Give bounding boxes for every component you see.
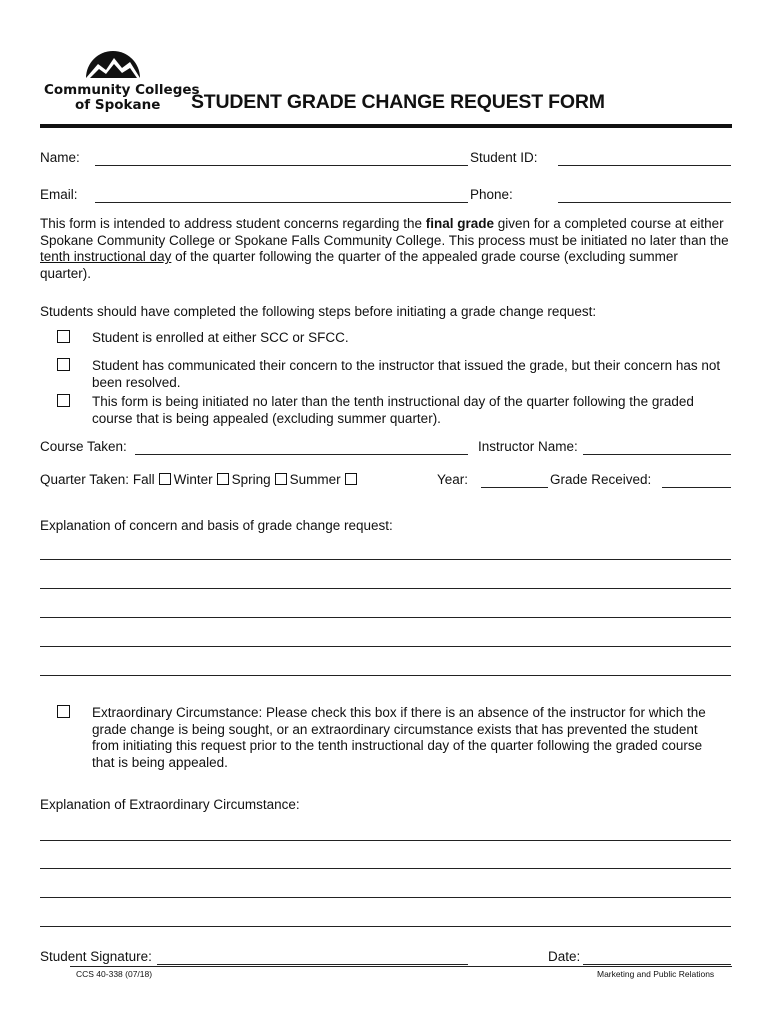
name-label: Name: bbox=[40, 150, 80, 165]
student-signature-field[interactable] bbox=[157, 964, 468, 965]
explanation-line-1[interactable] bbox=[40, 559, 731, 560]
instructor-name-label: Instructor Name: bbox=[478, 439, 578, 454]
footer-rule bbox=[70, 966, 732, 967]
step-3-text: This form is being initiated no later than the tenth instructional day of the quarter following the graded course that is being appealed (excluding summer quarter). bbox=[92, 394, 694, 426]
logo-text-line1: Community Colleges bbox=[44, 82, 200, 98]
year-label: Year: bbox=[437, 472, 469, 487]
quarter-winter-checkbox[interactable] bbox=[217, 473, 229, 485]
steps-heading: Students should have completed the following steps before initiating a grade change request: bbox=[40, 304, 597, 319]
phone-label: Phone: bbox=[470, 187, 513, 202]
step-2-checkbox[interactable] bbox=[57, 358, 70, 371]
course-taken-label: Course Taken: bbox=[40, 439, 127, 454]
extraordinary-line-2[interactable] bbox=[40, 868, 731, 869]
step-2-text: Student has communicated their concern to the instructor that issued the grade, but their concern has not been resolved. bbox=[92, 358, 721, 390]
quarter-winter-label: Winter bbox=[173, 472, 213, 487]
intro-paragraph bbox=[40, 216, 732, 282]
grade-received-field[interactable] bbox=[662, 487, 731, 488]
email-field[interactable] bbox=[95, 202, 468, 203]
intro-text-2: given for a completed course at either Spokane Community College or Spokane Falls Community College. This process must be initiated no later than the bbox=[40, 216, 729, 248]
logo-text-line2: of Spokane bbox=[75, 97, 161, 113]
extraordinary-line-4[interactable] bbox=[40, 926, 731, 927]
quarter-fall-checkbox[interactable] bbox=[159, 473, 171, 485]
extraordinary-explanation-label: Explanation of Extraordinary Circumstance: bbox=[40, 797, 300, 812]
intro-bold-text: final grade bbox=[425, 216, 494, 231]
student-id-label: Student ID: bbox=[470, 150, 538, 165]
date-label: Date: bbox=[548, 949, 581, 964]
quarter-spring-label: Spring bbox=[231, 472, 271, 487]
intro-underlined-text: tenth instructional day bbox=[40, 249, 172, 264]
email-label: Email: bbox=[40, 187, 78, 202]
header-divider bbox=[40, 124, 732, 128]
extraordinary-checkbox[interactable] bbox=[57, 705, 70, 718]
step-1-text: Student is enrolled at either SCC or SFCC. bbox=[92, 330, 349, 345]
page-title: STUDENT GRADE CHANGE REQUEST FORM bbox=[191, 91, 605, 113]
extraordinary-line-1[interactable] bbox=[40, 840, 731, 841]
date-field[interactable] bbox=[583, 964, 731, 965]
quarter-summer-checkbox[interactable] bbox=[345, 473, 357, 485]
explanation-line-4[interactable] bbox=[40, 646, 731, 647]
form-code: CCS 40-338 (07/18) bbox=[76, 969, 153, 979]
extraordinary-line-3[interactable] bbox=[40, 897, 731, 898]
name-field[interactable] bbox=[95, 165, 468, 166]
quarter-taken-row bbox=[40, 472, 360, 487]
student-signature-label: Student Signature: bbox=[40, 949, 152, 964]
course-taken-field[interactable] bbox=[135, 454, 468, 455]
step-1-checkbox[interactable] bbox=[57, 330, 70, 343]
footer-department: Marketing and Public Relations bbox=[597, 969, 715, 979]
explanation-label: Explanation of concern and basis of grade change request: bbox=[40, 518, 393, 533]
quarter-summer-label: Summer bbox=[289, 472, 341, 487]
explanation-line-5[interactable] bbox=[40, 675, 731, 676]
extraordinary-text: Extraordinary Circumstance: Please check this box if there is an absence of the instructor for which the grade change is being sought, or an extraordinary circumstance exists that has prevented the student from initiating this request prior to the tenth instructional day of the quarter following the graded course that is being appealed. bbox=[92, 705, 706, 770]
intro-text-1: This form is intended to address student concerns regarding the bbox=[40, 216, 426, 231]
instructor-name-field[interactable] bbox=[583, 454, 731, 455]
explanation-line-2[interactable] bbox=[40, 588, 731, 589]
year-field[interactable] bbox=[481, 487, 548, 488]
intro-text-3: of the quarter following the quarter of the appealed grade course (excluding summer quarter). bbox=[40, 249, 678, 281]
step-3-checkbox[interactable] bbox=[57, 394, 70, 407]
student-id-field[interactable] bbox=[558, 165, 731, 166]
explanation-line-3[interactable] bbox=[40, 617, 731, 618]
quarter-spring-checkbox[interactable] bbox=[275, 473, 287, 485]
quarter-taken-label: Quarter Taken: bbox=[40, 472, 130, 487]
phone-field[interactable] bbox=[558, 202, 731, 203]
college-logo-icon bbox=[84, 38, 142, 80]
grade-received-label: Grade Received: bbox=[550, 472, 652, 487]
quarter-fall-label: Fall bbox=[132, 472, 155, 487]
